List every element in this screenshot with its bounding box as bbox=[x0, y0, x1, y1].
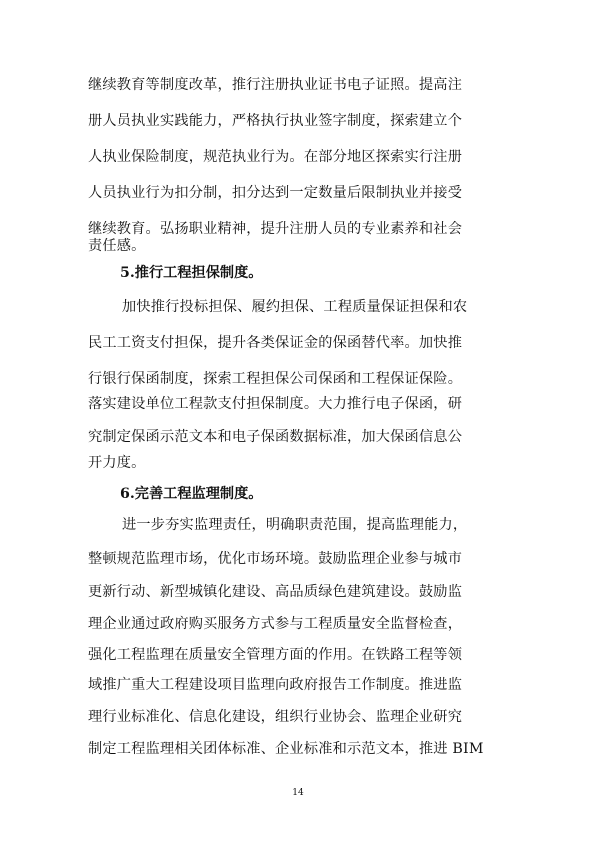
paragraph-line: 册人员执业实践能力，严格执行执业签字制度，探索建立个 bbox=[88, 113, 463, 129]
paragraph-line: 继续教育。弘扬职业精神，提升注册人员的专业素养和社会 bbox=[88, 221, 463, 237]
paragraph-line: 进一步夯实监理责任，明确职责范围，提高监理能力， bbox=[122, 517, 468, 533]
paragraph-line: 理行业标准化、信息化建设，组织行业协会、监理企业研究 bbox=[88, 709, 463, 725]
paragraph-line: 制定工程监理相关团体标准、企业标准和示范文本，推进 BIM bbox=[88, 741, 484, 757]
paragraph-line: 开力度。 bbox=[88, 455, 146, 471]
paragraph-line: 责任感。 bbox=[88, 238, 146, 254]
paragraph-line: 人执业保险制度，规范执业行为。在部分地区探索实行注册 bbox=[88, 149, 463, 165]
paragraph-line: 加快推行投标担保、履约担保、工程质量保证担保和农 bbox=[122, 299, 468, 315]
paragraph-line: 理企业通过政府购买服务方式参与工程质量安全监督检查， bbox=[88, 616, 463, 632]
paragraph-line: 强化工程监理在质量安全管理方面的作用。在铁路工程等领 bbox=[88, 647, 463, 663]
paragraph-line: 究制定保函示范文本和电子保函数据标准，加大保函信息公 bbox=[88, 429, 463, 445]
paragraph-line: 整顿规范监理市场，优化市场环境。鼓励监理企业参与城市 bbox=[88, 551, 463, 567]
paragraph-line: 人员执业行为扣分制，扣分达到一定数量后限制执业并接受 bbox=[88, 185, 463, 201]
section-heading-6: 6.完善工程监理制度。 bbox=[120, 486, 263, 502]
paragraph-line: 域推广重大工程建设项目监理向政府报告工作制度。推进监 bbox=[88, 677, 463, 693]
paragraph-line: 民工工资支付担保，提升各类保证金的保函替代率。加快推 bbox=[88, 335, 463, 351]
paragraph-line: 继续教育等制度改革，推行注册执业证书电子证照。提高注 bbox=[88, 77, 463, 93]
section-heading-5: 5.推行工程担保制度。 bbox=[120, 265, 263, 281]
paragraph-line: 更新行动、新型城镇化建设、高品质绿色建筑建设。鼓励监 bbox=[88, 584, 463, 600]
page-number: 14 bbox=[292, 788, 304, 798]
paragraph-line: 行银行保函制度，探索工程担保公司保函和工程保证保险。 bbox=[88, 371, 463, 387]
paragraph-line: 落实建设单位工程款支付担保制度。大力推行电子保函，研 bbox=[88, 396, 463, 412]
